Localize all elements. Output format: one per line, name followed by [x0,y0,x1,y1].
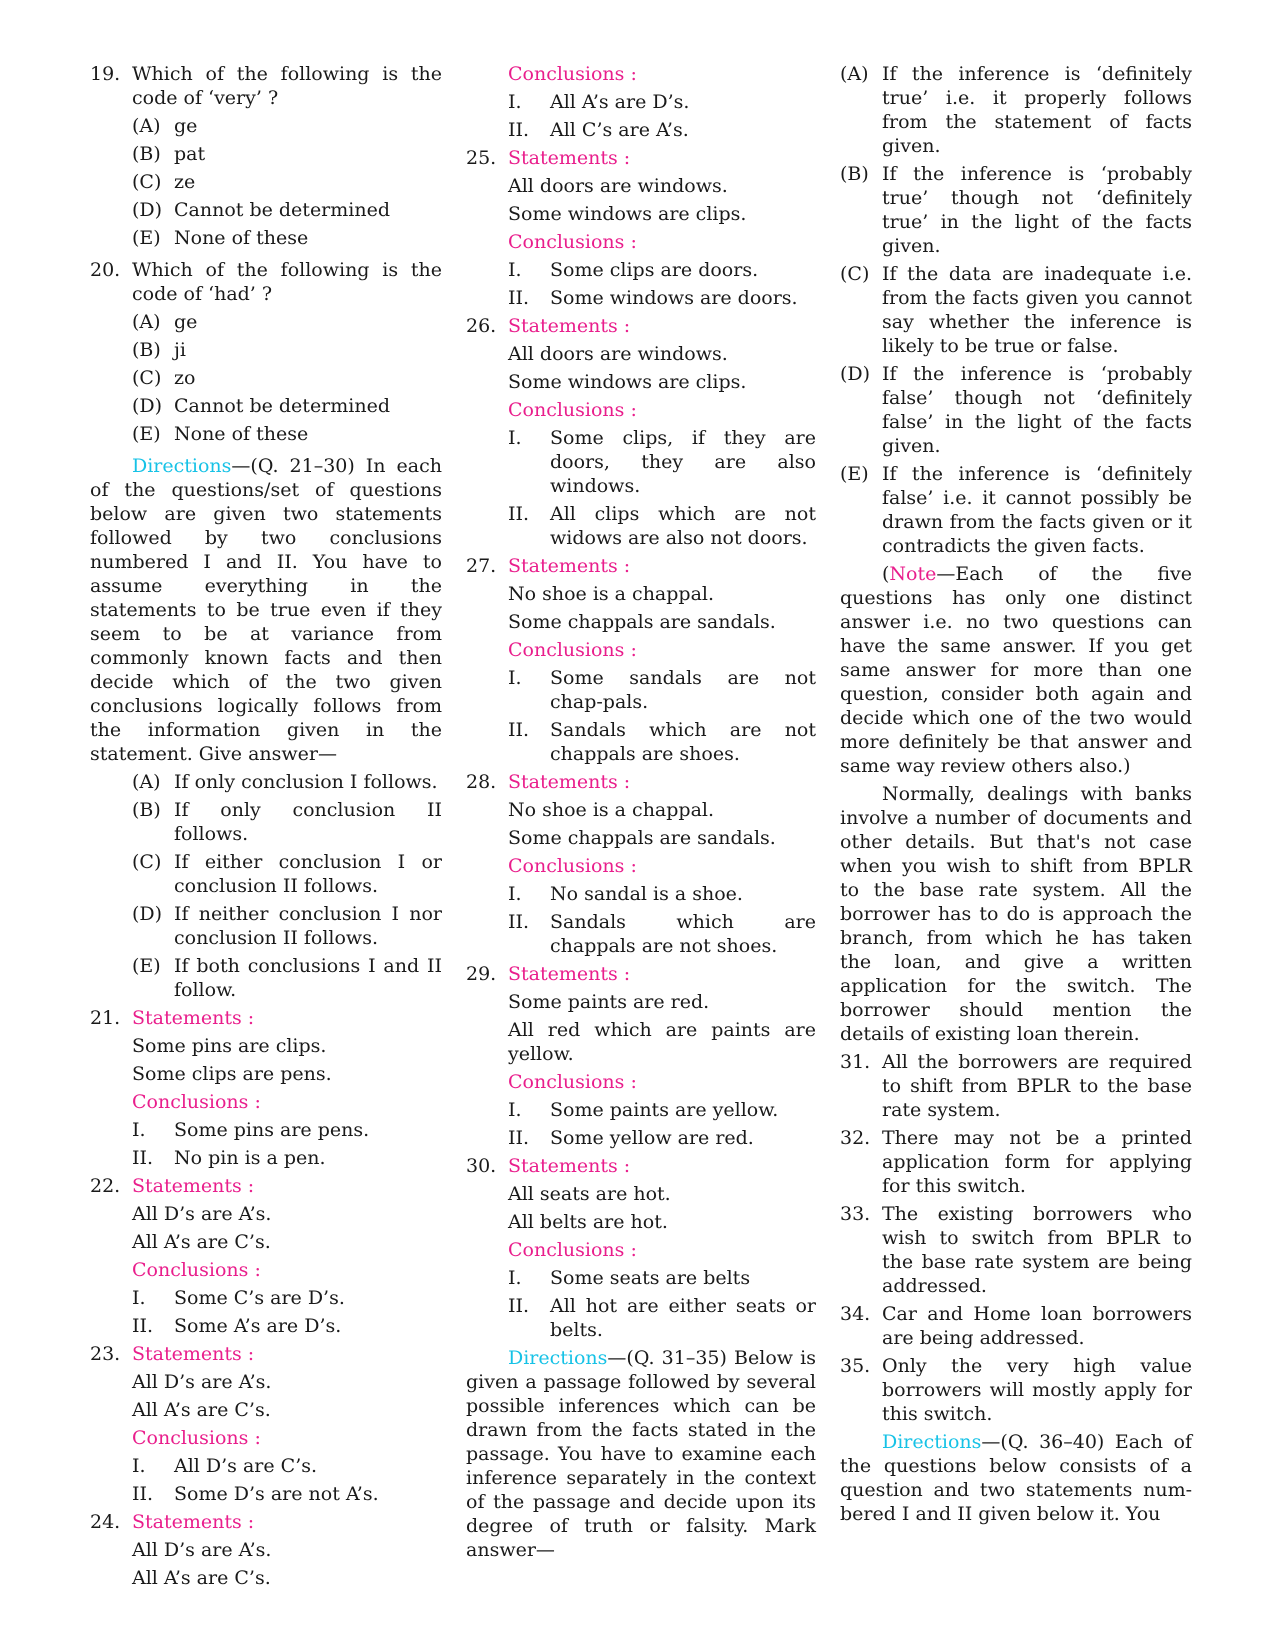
statements-heading: Statements : [132,1007,255,1029]
option [90,366,442,390]
question-number: 31. [840,1051,871,1073]
question-number: 34. [840,1303,871,1325]
conclusion-label: I. [508,667,522,689]
option [90,226,442,250]
statement: All D’s are A’s. [132,1371,272,1393]
conclusion-label: II. [508,719,530,741]
conclusion [466,286,816,310]
question-number: 25. [466,147,497,169]
conclusion-text: Some yellow are red. [550,1127,754,1149]
statement: All seats are hot. [508,1183,671,1205]
statement: All A’s are C’s. [132,1399,271,1421]
conclusion [466,1294,816,1342]
option-label: (B) [132,339,161,361]
option [90,198,442,222]
conclusion-label: I. [508,259,522,281]
answer-label: (E) [132,955,161,977]
statement: No shoe is a chappal. [508,799,715,821]
question-28 [466,770,816,794]
answer-option [90,954,442,1002]
conclusion-label: I. [508,1099,522,1121]
answer-option [90,902,442,950]
answer-option [90,798,442,846]
conclusion-text: All A’s are D’s. [550,91,690,113]
conclusion-text: All D’s are C’s. [174,1455,318,1477]
conclusion-label: II. [132,1315,154,1337]
inference-32 [840,1126,1192,1198]
inference-33 [840,1202,1192,1298]
statement: Some windows are clips. [508,371,747,393]
note-paragraph [840,562,1192,778]
statement: All A’s are C’s. [132,1567,271,1589]
statements-heading: Statements : [508,315,631,337]
statement: All A’s are C’s. [132,1231,271,1253]
option-text: ze [174,171,196,193]
directions-label: Directions [882,1431,982,1453]
conclusion [466,90,816,114]
conclusion-text: Some pins are pens. [174,1119,370,1141]
conclusion-text: Some clips, if they are doors, they are also windows. [550,427,816,497]
option-label: (C) [132,171,162,193]
option-label: (C) [132,367,162,389]
question-text: Which of the following is the code of ‘very’ ? [132,63,442,109]
conclusions-heading: Conclusions : [508,63,637,85]
option-text: If the inference is ‘probably true’ though not ‘definitely true’ in the light of the facts given. [882,163,1192,257]
note-open-paren: ( [882,563,890,585]
option [90,394,442,418]
directions-36-40 [840,1430,1192,1526]
column-middle [466,62,816,1566]
option-text: Cannot be determined [174,199,391,221]
conclusions-heading: Conclusions : [508,1071,637,1093]
conclusions-heading: Conclusions : [132,1427,261,1449]
conclusion-text: No sandal is a shoe. [550,883,743,905]
question-24 [90,1510,442,1534]
directions-21-30 [90,454,442,766]
inference-text: There may not be a printed application form for applying for this switch. [882,1127,1192,1197]
option-label: (D) [132,199,163,221]
question-number: 33. [840,1203,871,1225]
option [90,338,442,362]
conclusion [90,1286,442,1310]
statement: No shoe is a chappal. [508,583,715,605]
conclusion-text: Some clips are doors. [550,259,759,281]
option-label: (A) [132,115,161,137]
answer-text: If only conclusion II follows. [174,799,442,845]
inference-option [840,162,1192,258]
directions-text: —(Q. 36–40) Each of the questions below consists of a question and two statements num-bered I and II given below it. You [840,1431,1192,1525]
conclusion [466,426,816,498]
inference-option [840,62,1192,158]
question-number: 29. [466,963,497,985]
conclusion [90,1454,442,1478]
statement: Some windows are clips. [508,203,747,225]
statement: All doors are windows. [508,343,728,365]
conclusion-text: All clips which are not widows are also not doors. [550,503,816,549]
statements-heading: Statements : [132,1343,255,1365]
option-label: (B) [132,143,161,165]
directions-label: Directions [132,455,232,477]
option-text: If the inference is ‘definitely true’ i.e. it properly follows from the statement of facts given. [882,63,1192,157]
conclusion [90,1118,442,1142]
option-text: None of these [174,423,309,445]
answer-label: (C) [132,851,162,873]
option-label: (E) [132,227,161,249]
conclusion-text: Sandals which are not chappals are shoes. [550,719,816,765]
conclusions-heading: Conclusions : [508,855,637,877]
option-text: If the inference is ‘probably false’ though not ‘definitely false’ in the light of the facts given. [882,363,1192,457]
statements-heading: Statements : [508,147,631,169]
option-text: None of these [174,227,309,249]
conclusions-heading: Conclusions : [508,399,637,421]
option-text: If the data are inadequate i.e. from the facts given you cannot say whether the inference is likely to be true or false. [882,263,1192,357]
option [90,422,442,446]
answer-text: If neither conclusion I nor conclusion II follows. [174,903,442,949]
conclusion-text: Some A’s are D’s. [174,1315,342,1337]
conclusion-label: I. [508,91,522,113]
option-label: (A) [132,311,161,333]
inference-31 [840,1050,1192,1122]
question-21 [90,1006,442,1030]
answer-label: (A) [132,771,161,793]
question-29 [466,962,816,986]
conclusions-heading: Conclusions : [132,1259,261,1281]
conclusion-label: I. [132,1287,146,1309]
question-number: 24. [90,1511,121,1533]
answer-label: (D) [132,903,163,925]
question-26 [466,314,816,338]
option [90,142,442,166]
option-label: (B) [840,163,869,185]
question-27 [466,554,816,578]
statement: Some chappals are sandals. [508,827,776,849]
option-label: (A) [840,63,869,85]
conclusion-label: II. [508,1295,530,1317]
option-text: Cannot be determined [174,395,391,417]
directions-label: Directions [508,1347,608,1369]
statements-heading: Statements : [508,555,631,577]
question-number: 19. [90,63,121,85]
question-number: 30. [466,1155,497,1177]
question-number: 20. [90,259,121,281]
question-number: 32. [840,1127,871,1149]
conclusion [466,258,816,282]
statement: Some clips are pens. [132,1063,332,1085]
conclusion [466,502,816,550]
inference-option [840,362,1192,458]
conclusion [466,718,816,766]
option [90,170,442,194]
inference-35 [840,1354,1192,1426]
answer-text: If both conclusions I and II follow. [174,955,442,1001]
conclusion [466,1126,816,1150]
question-number: 22. [90,1175,121,1197]
conclusion-text: All C’s are A’s. [550,119,689,141]
option-label: (E) [132,423,161,445]
conclusion [90,1482,442,1506]
statement: All D’s are A’s. [132,1203,272,1225]
statements-heading: Statements : [508,771,631,793]
answer-option [90,770,442,794]
conclusion [90,1146,442,1170]
passage: Normally, dealings with banks involve a number of documents and other details. But that's not case when you wish to shift from BPLR to the base rate system. All the borrower has to do is approach the branch, from which he has taken the loan, and give a written application for the switch. The borrower should mention the details of existing loan therein. [840,783,1192,1045]
inference-text: Car and Home loan borrowers are being addressed. [882,1303,1192,1349]
directions-text: —(Q. 31–35) Below is given a passage followed by several possible inferences which can be drawn from the facts stated in the passage. You have to examine each inference separately in the context of the passage and decide upon its degree of truth or falsity. Mark answer— [466,1347,816,1561]
option [90,114,442,138]
conclusion-label: I. [508,1267,522,1289]
inference-text: Only the very high value borrowers will mostly apply for this switch. [882,1355,1192,1425]
column-right [840,62,1192,1530]
conclusion-label: I. [508,883,522,905]
question-20 [90,258,442,306]
statement: All red which are paints are yellow. [508,1019,816,1065]
column-left [90,62,442,1594]
directions-31-35 [466,1346,816,1562]
option-text: zo [174,367,196,389]
conclusion-text: Some D’s are not A’s. [174,1483,379,1505]
conclusion-label: I. [132,1119,146,1141]
conclusion-text: Some windows are doors. [550,287,798,309]
option-text: ge [174,115,198,137]
option-text: If the inference is ‘definitely false’ i.e. it cannot possibly be drawn from the facts given or it contradicts the given facts. [882,463,1192,557]
conclusion-label: II. [508,911,530,933]
statements-heading: Statements : [132,1175,255,1197]
question-23 [90,1342,442,1366]
conclusion [466,910,816,958]
statements-heading: Statements : [508,963,631,985]
inference-34 [840,1302,1192,1350]
statement: All belts are hot. [508,1211,668,1233]
conclusions-heading: Conclusions : [508,231,637,253]
note-text: —Each of the five questions has only one distinct answer i.e. no two questions can have the same answer. If you get same answer for more than one question, consider both again and decide which one of the two would more definitely be that answer and same way review others also.) [840,563,1192,777]
statement: Some chappals are sandals. [508,611,776,633]
question-22 [90,1174,442,1198]
conclusion [466,666,816,714]
option-label: (D) [840,363,871,385]
inference-option [840,462,1192,558]
conclusions-heading: Conclusions : [132,1091,261,1113]
option-label: (D) [132,395,163,417]
conclusion [466,1098,816,1122]
conclusions-heading: Conclusions : [508,1239,637,1261]
conclusion-text: Sandals which are chappals are not shoes. [550,911,816,957]
conclusion-text: All hot are either seats or belts. [550,1295,816,1341]
conclusion [90,1314,442,1338]
question-number: 28. [466,771,497,793]
option-text: pat [174,143,206,165]
conclusion [466,882,816,906]
question-30 [466,1154,816,1178]
conclusion-label: I. [508,427,522,449]
inference-option [840,262,1192,358]
conclusion [466,1266,816,1290]
option-text: ge [174,311,198,333]
question-text: Which of the following is the code of ‘had’ ? [132,259,442,305]
conclusion-text: Some sandals are not chap-pals. [550,667,816,713]
question-number: 21. [90,1007,121,1029]
conclusion-text: No pin is a pen. [174,1147,326,1169]
option-label: (E) [840,463,869,485]
question-25 [466,146,816,170]
conclusion-label: II. [508,119,530,141]
option-label: (C) [840,263,870,285]
note-label: Note [889,563,937,585]
inference-text: All the borrowers are required to shift from BPLR to the base rate system. [882,1051,1192,1121]
statement: All D’s are A’s. [132,1539,272,1561]
statement: Some paints are red. [508,991,710,1013]
question-number: 23. [90,1343,121,1365]
directions-text: —(Q. 21–30) In each of the questions/set of questions below are given two statements followed by two conclusions numbered I and II. You have to assume everything in the statements to be true even if they seem to be at variance from commonly known facts and then decide which of the two given conclusions logically follows from the information given in the statement. Give answer— [90,455,442,765]
conclusions-heading: Conclusions : [508,639,637,661]
conclusion [466,118,816,142]
question-19 [90,62,442,110]
answer-text: If only conclusion I follows. [174,771,438,793]
statement: All doors are windows. [508,175,728,197]
conclusion-label: II. [508,1127,530,1149]
question-number: 26. [466,315,497,337]
answer-text: If either conclusion I or conclusion II follows. [174,851,442,897]
question-number: 35. [840,1355,871,1377]
statement: Some pins are clips. [132,1035,327,1057]
conclusion-label: II. [508,503,530,525]
conclusion-text: Some seats are belts [550,1267,751,1289]
option [90,310,442,334]
conclusion-text: Some C’s are D’s. [174,1287,345,1309]
conclusion-text: Some paints are yellow. [550,1099,779,1121]
conclusion-label: I. [132,1455,146,1477]
conclusion-label: II. [132,1483,154,1505]
answer-label: (B) [132,799,161,821]
inference-text: The existing borrowers who wish to switch from BPLR to the base rate system are being addressed. [882,1203,1192,1297]
option-text: ji [174,339,186,361]
statements-heading: Statements : [508,1155,631,1177]
conclusion-label: II. [508,287,530,309]
conclusion-label: II. [132,1147,154,1169]
statements-heading: Statements : [132,1511,255,1533]
answer-option [90,850,442,898]
question-number: 27. [466,555,497,577]
